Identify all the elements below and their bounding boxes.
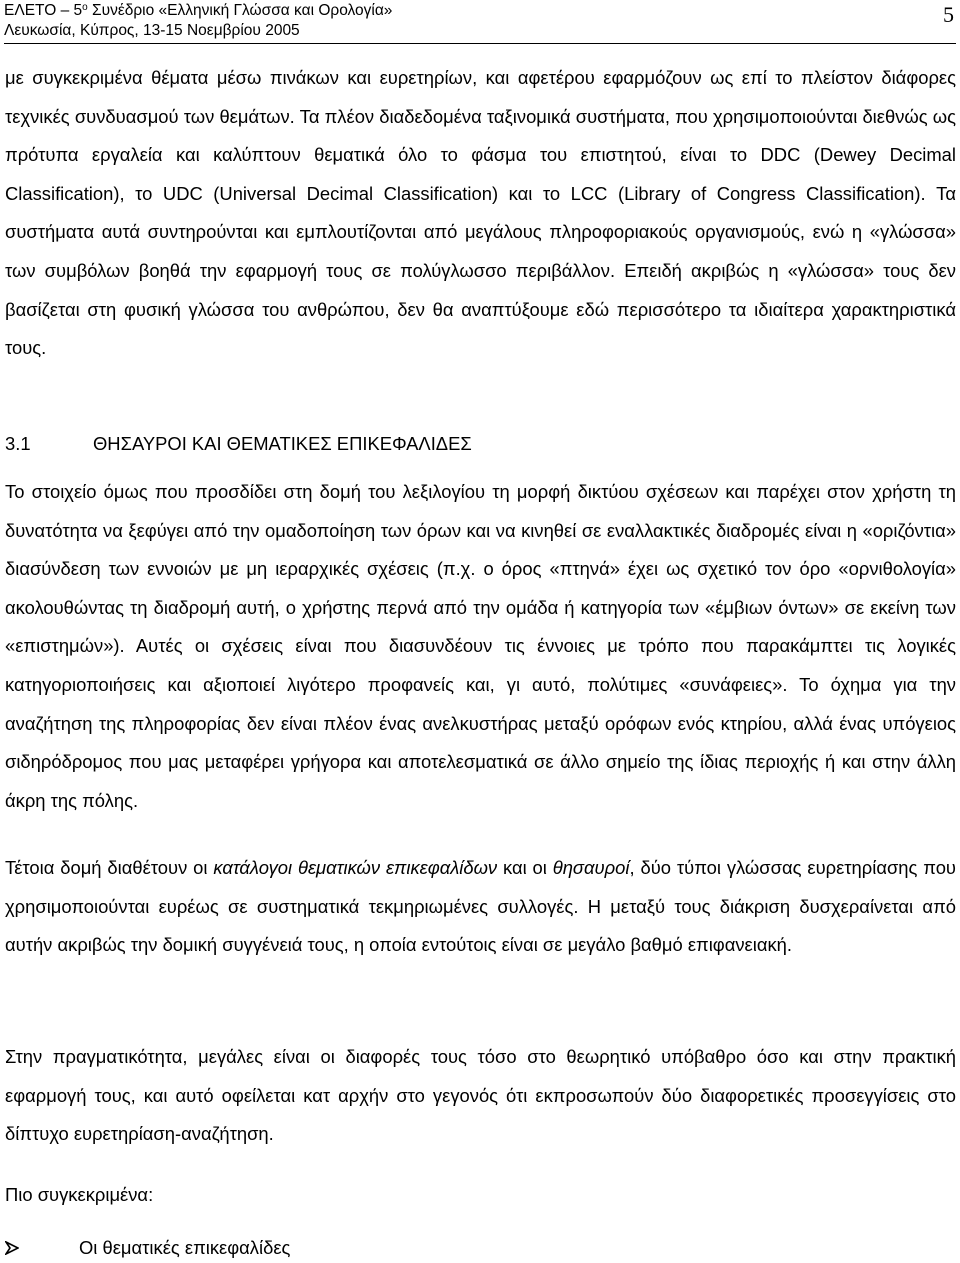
paragraph-classification-systems: με συγκεκριμένα θέματα μέσω πινάκων και ευρετηρίων, και αφετέρου εφαρμόζουν ως επί το πλείστον διάφορες τεχνικές συνδυασμού των θεμάτων. Τα πλέον διαδεδομένα ταξινομικά συστήματα, που χρησιμοποιούνται διεθνώς ως πρότυπα εργαλεία και καλύπτουν θεματικά όλο το φάσμα του επιστητού, είναι το DDC (Dewey Decimal Classification), το UDC (Universal Decimal Classification) και το LCC (Library of Congress Classification). Τα συστήματα αυτά συντηρούνται και εμπλουτίζονται από μεγάλους πληροφοριακούς οργανισμούς, ενώ η «γλώσσα» των συμβόλων βοηθά την εφαρμογή τους σε πολύγλωσσο περιβάλλον. Επειδή ακριβώς η «γλώσσα» τους δεν βασίζεται στη φυσική γλώσσα του ανθρώπου, δεν θα αναπτύξουμε εδώ περισσότερο τα ιδιαίτερα χαρακτηριστικά τους.: [5, 67, 956, 359]
paragraph3-text-2: και οι: [497, 857, 553, 878]
paragraph-more-specifically: Πιο συγκεκριμένα:: [5, 1184, 154, 1205]
section-heading: [5, 429, 472, 459]
section-title: ΘΗΣΑΥΡΟΙ ΚΑΙ ΘΕΜΑΤΙΚΕΣ ΕΠΙΚΕΦΑΛΙΔΕΣ: [93, 433, 472, 454]
paragraph-theoretical-differences: Στην πραγματικότητα, μεγάλες είναι οι διαφορές τους τόσο στο θεωρητικό υπόβαθρο όσο και στην πρακτική εφαρμογή τους, και αυτό οφείλεται κατ αρχήν στο γεγονός ότι εκπροσωπούν δύο διαφορετικές προσεγγίσεις στο δίπτυχο ευρετηρίαση-αναζήτηση.: [5, 1046, 956, 1145]
header-ordinal-superscript: ο: [82, 2, 88, 13]
running-header: [4, 1, 956, 44]
paragraph3-text-3: , δύο τύποι γλώσσας ευρετηρίασης που χρησιμοποιούνται ευρέως σε συστηματικά τεκμηριωμένες συλλογές. Η μεταξύ τους διάκριση δυσχεραίνεται από αυτήν ακριβώς την δομική συγγένειά τους, η οποία εντούτοις είναι σε μεγάλο βαθμό επιφανειακή.: [5, 857, 956, 956]
header-conference-name: Συνέδριο «Ελληνική Γλώσσα και Ορολογία»: [87, 2, 393, 19]
paragraph-associative-relations: Το στοιχείο όμως που προσδίδει στη δομή του λεξιλογίου τη μορφή δικτύου σχέσεων και παρέχει στον χρήστη τη δυνατότητα να ξεφύγει από την ομαδοποίηση των όρων και να κινηθεί σε εναλλακτικές διαδρομές είναι η «οριζόντια» διασύνδεση των εννοιών με μη ιεραρχικές σχέσεις (π.χ. ο όρος «πτηνά» έχει ως σχετικό τον όρο «ορνιθολογία» ακολουθώντας τη διαδρομή αυτή, ο χρήστης περνά από την ομάδα ή κατηγορία των «έμβιων όντων» σε εκείνη των «επιστημών»). Αυτές οι σχέσεις είναι που διασυνδέουν τις έννοιες με τρόπο που παρακάμπτει τις λογικές κατηγοριοποιήσεις και αξιοποιεί λιγότερο προφανείς και, γι αυτό, πολύτιμες «συνάφειες». Το όχημα για την αναζήτηση της πληροφορίας δεν είναι πλέον ένας ανελκυστήρας μεταξύ ορόφων ενός κτηρίου, αλλά ένας υπόγειος σιδηρόδρομος που μας μεταφέρει γρήγορα και αποτελεσματικά σε άλλο σημείο της ίδιας περιοχής ή και στην άλλη άκρη της πόλης.: [5, 481, 956, 811]
section-number: 3.1: [5, 433, 31, 454]
paragraph3-text-1: Τέτοια δομή διαθέτουν οι: [5, 857, 214, 878]
bullet-item-text: Οι θεματικές επικεφαλίδες: [79, 1237, 291, 1258]
paragraph-indexing-languages: [5, 849, 956, 965]
header-conference-title: [4, 1, 956, 21]
subject-headings-term: κατάλογοι θεματικών επικεφαλίδων: [213, 857, 498, 878]
thesauri-term: θησαυροί: [552, 857, 630, 878]
header-conference-prefix: ΕΛΕΤΟ – 5: [4, 2, 83, 19]
page-number: 5: [943, 2, 954, 27]
header-location-date: Λευκωσία, Κύπρος, 13-15 Νοεμβρίου 2005: [4, 22, 300, 39]
